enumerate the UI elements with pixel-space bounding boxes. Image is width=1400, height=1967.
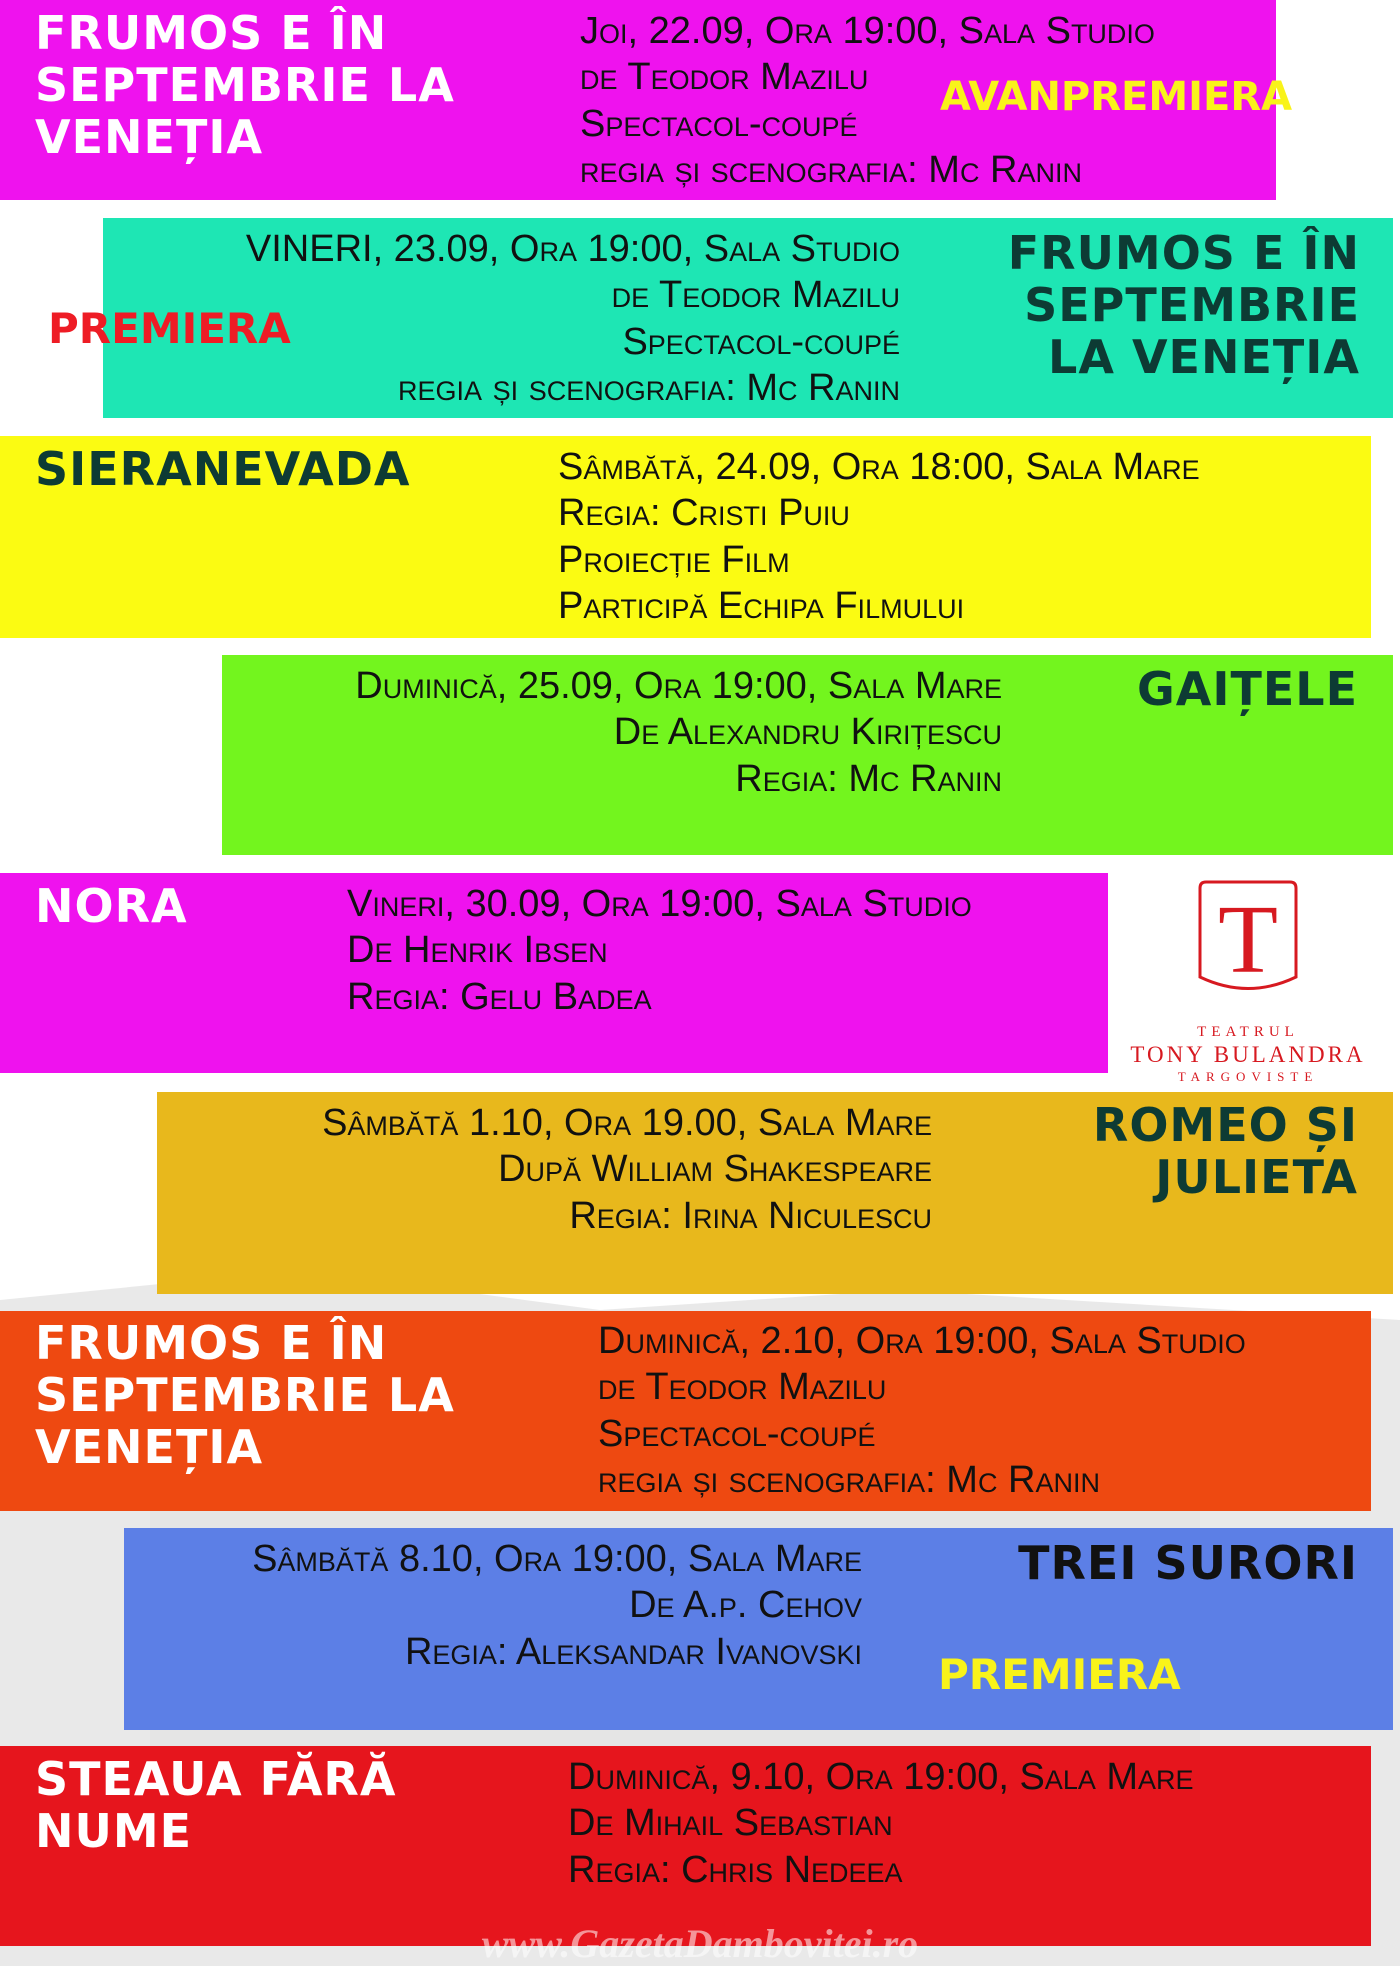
title-line: SEPTEMBRIE [1024,277,1360,332]
avanpremiera-tag: AVANPREMIERA [940,74,1293,120]
event-title [1137,664,1358,716]
info-line: După William Shakespeare [498,1148,932,1191]
info-line: De Alexandru Kirițescu [613,711,1002,754]
info-line: De Mihail Sebastian [568,1802,893,1845]
logo-letter: T [1218,886,1278,994]
title-line: NUME [35,1803,193,1858]
title-line: VENEȚIA [35,1419,264,1474]
info-line: de Teodor Mazilu [580,56,869,99]
info-line: Sâmbătă, 24.09, Ora 18:00, Sala Mare [558,446,1200,488]
event-info [347,881,972,1020]
info-line: Proiecție Film [558,538,790,581]
info-line: Sâmbătă 8.10, Ora 19:00, Sala Mare [252,1538,862,1580]
event-info [568,1754,1194,1893]
event-info [322,1100,932,1239]
title-line: FRUMOS E ÎN [1007,226,1360,280]
event-info [246,226,900,411]
premiera-tag: PREMIERA [938,1650,1181,1699]
info-line: Duminică, 2.10, Ora 19:00, Sala Studio [598,1320,1246,1362]
title-line: GAIȚELE [1136,662,1358,716]
premiera-tag: PREMIERA [48,304,291,353]
logo-line2: TONY BULANDRA [1130,1042,1366,1067]
info-line: de Teodor Mazilu [598,1366,887,1409]
info-line: Spectacol-coupé [622,320,900,363]
event-info [558,444,1200,629]
title-line: VENEȚIA [35,109,264,164]
theatre-logo [1118,872,1378,1086]
info-line: Vineri, 30.09, Ora 19:00, Sala Studio [347,883,972,925]
watermark: www.GazetaDambovitei.ro [481,1921,919,1966]
event-title [35,8,455,164]
title-line: FRUMOS E ÎN [35,6,388,60]
title-line: SEPTEMBRIE LA [35,57,455,112]
title-line: NORA [35,879,188,933]
info-line: de Teodor Mazilu [611,274,900,317]
title-line: FRUMOS E ÎN [35,1316,388,1370]
info-line: De A.p. Cehov [629,1584,862,1627]
info-line: Regia: Irina Niculescu [569,1194,932,1237]
event-title [35,881,188,933]
info-line: Regia: Aleksandar Ivanovski [404,1630,862,1673]
info-line: Duminică, 9.10, Ora 19:00, Sala Mare [568,1756,1194,1798]
event-title [1008,228,1360,384]
info-line: Regia: Gelu Badea [347,975,652,1018]
info-line: regia și scenografia: Mc Ranin [598,1459,1100,1502]
info-line: Sâmbătă 1.10, Ora 19.00, Sala Mare [322,1102,932,1144]
info-line: Spectacol-coupé [580,102,858,145]
info-line: Duminică, 25.09, Ora 19:00, Sala Mare [355,665,1002,707]
info-line: Participă Echipa Filmului [558,585,965,628]
event-title [1018,1538,1358,1590]
logo-mark-icon [1118,872,1378,1012]
event-info [598,1318,1246,1503]
info-line: De Henrik Ibsen [347,929,608,972]
logo-line1: TEATRUL [1197,1024,1299,1040]
title-line: TREI SURORI [1018,1536,1358,1590]
title-line: STEAUA FĂRĂ [35,1752,397,1806]
event-title [35,1318,455,1474]
info-line: Regia: Cristi Puiu [558,492,850,535]
event-info [355,663,1002,802]
title-line: SEPTEMBRIE LA [35,1367,455,1422]
info-line: Regia: Mc Ranin [735,757,1002,800]
title-line: JULIETA [1155,1149,1358,1204]
info-line: Joi, 22.09, Ora 19:00, Sala Studio [580,10,1155,52]
event-title [35,1754,396,1858]
logo-line3: TARGOVISTE [1177,1069,1319,1084]
info-line: regia și scenografia: Mc Ranin [580,149,1082,192]
title-line: LA VENEȚIA [1048,329,1360,384]
event-title [1093,1100,1358,1204]
event-title [35,444,410,496]
event-info [252,1536,862,1675]
info-line: VINERI, 23.09, Ora 19:00, Sala Studio [245,228,900,270]
info-line: regia și scenografia: Mc Ranin [398,367,900,410]
info-line: Regia: Chris Nedeea [568,1848,903,1891]
info-line: Spectacol-coupé [598,1412,876,1455]
title-line: ROMEO ȘI [1092,1098,1358,1152]
title-line: SIERANEVADA [35,442,411,496]
